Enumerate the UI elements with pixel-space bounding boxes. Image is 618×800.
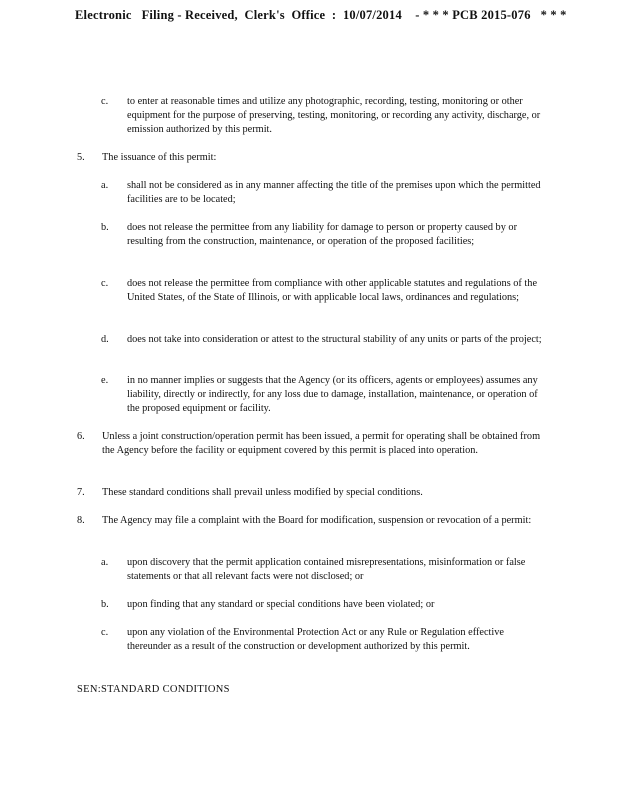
item-text: does not take into consideration or attest to the structural stability of any units or parts of the project; [127, 334, 542, 345]
item-text: upon finding that any standard or special conditions have been violated; or [127, 599, 435, 610]
item-text: shall not be considered as in any manner affecting the title of the premises upon which the permitted facilities are to be located; [127, 180, 541, 205]
item-label: c. [101, 278, 109, 289]
item-label: c. [101, 627, 109, 638]
item-text: upon any violation of the Environmental Protection Act or any Rule or Regulation effective thereunder as a result of the construction or development authorized by this permit. [127, 627, 504, 652]
item-label: 7. [77, 487, 85, 498]
item-text: does not release the permittee from compliance with other applicable statutes and regulations of the United States, of the State of Illinois, or with applicable local laws, ordinances and regulations; [127, 278, 538, 303]
item-text: Unless a joint construction/operation permit has been issued, a permit for operating shall be obtained from the Agency before the facility or equipment covered by this permit is placed into operation. [102, 431, 541, 456]
item-label: d. [101, 334, 109, 345]
item-label: a. [101, 180, 109, 191]
item-text: The Agency may file a complaint with the Board for modification, suspension or revocation of a permit: [102, 515, 532, 526]
item-label: 6. [77, 431, 85, 442]
item-label: b. [101, 599, 109, 610]
item-label: c. [101, 96, 109, 107]
item-text: in no manner implies or suggests that the Agency (or its officers, agents or employees) assumes any liability, directly or indirectly, for any loss due to damage, installation, maintenance, or operation of the proposed equipment or facility. [127, 375, 538, 414]
item-text: These standard conditions shall prevail unless modified by special conditions. [102, 487, 423, 498]
item-text: does not release the permittee from any liability for damage to person or property caused by or resulting from the construction, maintenance, or operation of the proposed facilities; [127, 222, 518, 247]
item-label: 8. [77, 515, 85, 526]
item-text: to enter at reasonable times and utilize any photographic, recording, testing, monitoring or other equipment for the purpose of preserving, testing, monitoring, or recording any activity, discharge, or emission authorized by this permit. [127, 96, 541, 135]
item-text: The issuance of this permit: [102, 152, 217, 163]
item-label: b. [101, 222, 109, 233]
footer-code: SEN:STANDARD CONDITIONS [77, 684, 230, 695]
item-label: 5. [77, 152, 85, 163]
filing-header: Electronic Filing - Received, Clerk's Office : 10/07/2014 - * * * PCB 2015-076 * * * [75, 8, 567, 22]
item-text: upon discovery that the permit application contained misrepresentations, misinformation or false statements or that all relevant facts were not disclosed; or [127, 557, 526, 582]
item-label: e. [101, 375, 109, 386]
item-label: a. [101, 557, 109, 568]
